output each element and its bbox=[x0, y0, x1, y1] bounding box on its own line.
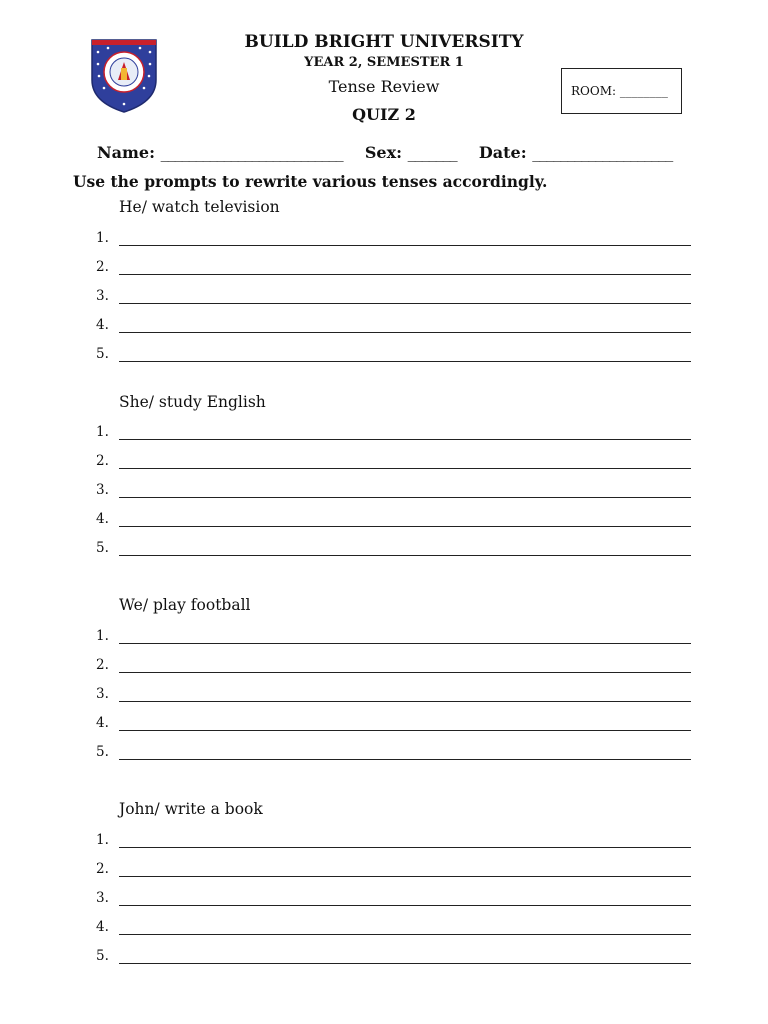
sex-label: Sex: bbox=[364, 143, 403, 162]
item-number: 3. bbox=[96, 890, 109, 906]
item-number: 4. bbox=[96, 715, 109, 731]
date-label: Date: bbox=[478, 143, 527, 162]
answer-line[interactable] bbox=[119, 468, 691, 469]
answer-line[interactable] bbox=[119, 847, 691, 848]
item-number: 5. bbox=[96, 346, 109, 362]
sex-field[interactable]: _______ bbox=[407, 143, 457, 162]
answer-line[interactable] bbox=[119, 876, 691, 877]
item-number: 1. bbox=[96, 424, 109, 440]
item-number: 1. bbox=[96, 832, 109, 848]
room-label: ROOM: ________ bbox=[571, 84, 668, 98]
item-number: 1. bbox=[96, 230, 109, 246]
answer-line[interactable] bbox=[119, 905, 691, 906]
answer-line[interactable] bbox=[119, 934, 691, 935]
student-info-row bbox=[97, 143, 672, 162]
section-prompt: He/ watch television bbox=[119, 198, 280, 216]
date-field[interactable]: ____________________ bbox=[532, 143, 673, 162]
name-label: Name: bbox=[97, 143, 156, 162]
answer-line[interactable] bbox=[119, 643, 691, 644]
name-field[interactable]: __________________________ bbox=[160, 143, 343, 162]
answer-line[interactable] bbox=[119, 963, 691, 964]
item-number: 2. bbox=[96, 657, 109, 673]
item-number: 3. bbox=[96, 686, 109, 702]
answer-line[interactable] bbox=[119, 332, 691, 333]
instructions: Use the prompts to rewrite various tenses accordingly. bbox=[73, 172, 548, 191]
room-box[interactable] bbox=[561, 68, 682, 114]
year-semester: YEAR 2, SEMESTER 1 bbox=[304, 55, 464, 70]
answer-line[interactable] bbox=[119, 274, 691, 275]
item-number: 2. bbox=[96, 259, 109, 275]
item-number: 4. bbox=[96, 317, 109, 333]
answer-line[interactable] bbox=[119, 497, 691, 498]
item-number: 2. bbox=[96, 861, 109, 877]
answer-line[interactable] bbox=[119, 701, 691, 702]
section-prompt: She/ study English bbox=[119, 393, 266, 411]
answer-line[interactable] bbox=[119, 245, 691, 246]
item-number: 4. bbox=[96, 919, 109, 935]
item-number: 1. bbox=[96, 628, 109, 644]
item-number: 5. bbox=[96, 744, 109, 760]
item-number: 5. bbox=[96, 540, 109, 556]
quiz-title: QUIZ 2 bbox=[352, 105, 416, 124]
answer-line[interactable] bbox=[119, 439, 691, 440]
item-number: 3. bbox=[96, 482, 109, 498]
item-number: 2. bbox=[96, 453, 109, 469]
answer-line[interactable] bbox=[119, 361, 691, 362]
subject-title: Tense Review bbox=[328, 77, 440, 96]
section-prompt: John/ write a book bbox=[119, 800, 263, 818]
item-number: 4. bbox=[96, 511, 109, 527]
item-number: 3. bbox=[96, 288, 109, 304]
item-number: 5. bbox=[96, 948, 109, 964]
answer-line[interactable] bbox=[119, 672, 691, 673]
answer-line[interactable] bbox=[119, 730, 691, 731]
university-name: BUILD BRIGHT UNIVERSITY bbox=[244, 32, 524, 52]
answer-line[interactable] bbox=[119, 303, 691, 304]
answer-line[interactable] bbox=[119, 759, 691, 760]
answer-line[interactable] bbox=[119, 555, 691, 556]
section-prompt: We/ play football bbox=[119, 596, 251, 614]
answer-line[interactable] bbox=[119, 526, 691, 527]
